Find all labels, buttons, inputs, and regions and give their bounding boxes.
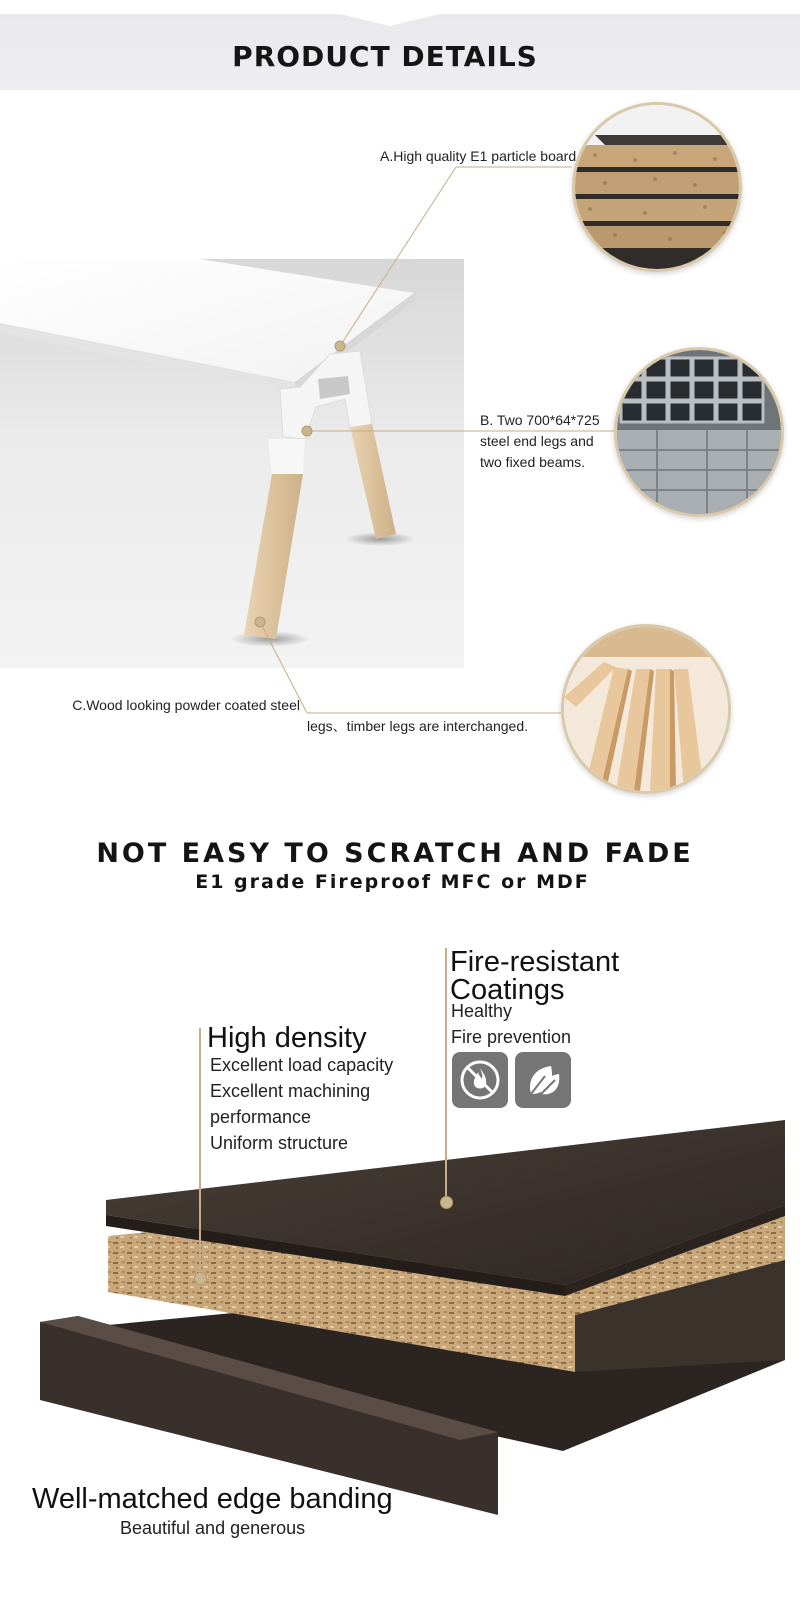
fire-title-line: Fire-resistant <box>450 946 620 978</box>
density-feature-dot <box>194 1272 207 1285</box>
fire-feature-dot <box>440 1196 453 1209</box>
high-density-list <box>210 1052 450 1156</box>
callout-b-line: B. Two 700*64*725 <box>480 412 600 428</box>
list-item: performance <box>210 1107 312 1127</box>
edge-banding-title: Well-matched edge banding <box>32 1483 393 1515</box>
no-fire-icon <box>452 1052 508 1108</box>
fire-title-line: Coatings <box>450 974 565 1006</box>
high-density-title: High density <box>207 1022 367 1054</box>
steel-tubes-inset <box>614 347 784 517</box>
list-item: Uniform structure <box>210 1133 349 1153</box>
leaf-icon <box>515 1052 571 1108</box>
page-title: PRODUCT DETAILS <box>232 40 538 73</box>
timber-legs-inset <box>561 624 731 794</box>
section-title: NOT EASY TO SCRATCH AND FADE <box>96 838 694 869</box>
fire-resistant-title <box>450 948 750 1004</box>
section-subtitle: E1 grade Fireproof MFC or MDF <box>195 871 590 893</box>
board-layers-illustration <box>0 1110 800 1530</box>
callout-particle-board: A.High quality E1 particle board. <box>380 148 580 164</box>
callout-steel-legs <box>480 410 620 473</box>
callout-b-line: steel end legs and <box>480 433 594 449</box>
list-item: Healthy <box>451 1001 513 1021</box>
list-item: Excellent machining <box>210 1081 371 1101</box>
edge-banding-subtitle: Beautiful and generous <box>120 1518 306 1538</box>
density-feature-line <box>199 1028 201 1276</box>
list-item: Fire prevention <box>451 1027 572 1047</box>
particle-board-inset <box>572 102 742 272</box>
callout-wood-legs-line1: C.Wood looking powder coated steel <box>72 697 300 713</box>
callout-wood-legs-line2: legs、timber legs are interchanged. <box>307 718 529 734</box>
list-item: Excellent load capacity <box>210 1055 394 1075</box>
callout-b-line: two fixed beams. <box>480 454 586 470</box>
